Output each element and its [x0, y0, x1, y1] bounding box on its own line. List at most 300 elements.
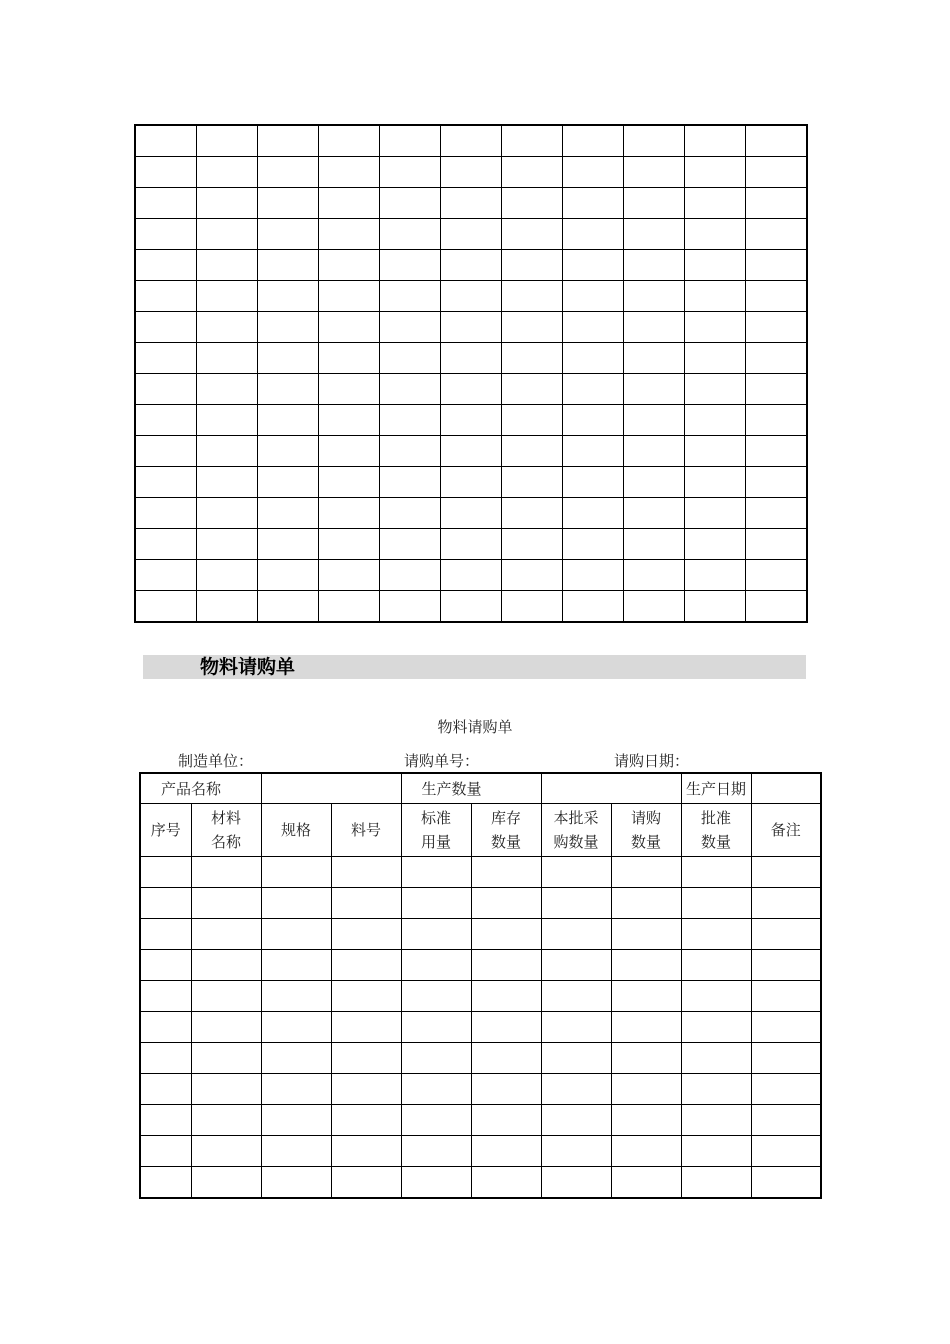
- grid-cell[interactable]: [685, 436, 746, 467]
- table-cell[interactable]: [401, 1167, 471, 1199]
- table-cell[interactable]: [541, 1105, 611, 1136]
- grid-cell[interactable]: [197, 312, 258, 343]
- grid-cell[interactable]: [624, 125, 685, 157]
- table-cell[interactable]: [541, 1136, 611, 1167]
- grid-cell[interactable]: [135, 467, 197, 498]
- grid-cell[interactable]: [380, 250, 441, 281]
- grid-cell[interactable]: [197, 591, 258, 623]
- table-cell[interactable]: [611, 919, 681, 950]
- grid-cell[interactable]: [258, 343, 319, 374]
- grid-cell[interactable]: [746, 529, 808, 560]
- grid-cell[interactable]: [746, 498, 808, 529]
- table-cell[interactable]: [401, 981, 471, 1012]
- grid-cell[interactable]: [746, 219, 808, 250]
- grid-cell[interactable]: [563, 219, 624, 250]
- grid-cell[interactable]: [563, 374, 624, 405]
- table-cell[interactable]: [611, 1167, 681, 1199]
- grid-cell[interactable]: [319, 157, 380, 188]
- grid-cell[interactable]: [319, 343, 380, 374]
- grid-cell[interactable]: [624, 498, 685, 529]
- table-cell[interactable]: [261, 888, 331, 919]
- grid-cell[interactable]: [135, 498, 197, 529]
- grid-cell[interactable]: [258, 591, 319, 623]
- grid-cell[interactable]: [624, 250, 685, 281]
- grid-cell[interactable]: [319, 560, 380, 591]
- grid-cell[interactable]: [197, 436, 258, 467]
- grid-cell[interactable]: [746, 591, 808, 623]
- grid-row: [135, 188, 807, 219]
- column-header-line: 用量: [421, 833, 452, 851]
- grid-cell[interactable]: [197, 405, 258, 436]
- grid-cell[interactable]: [502, 281, 563, 312]
- column-header-line: 名称: [211, 833, 242, 851]
- grid-cell[interactable]: [441, 312, 502, 343]
- table-cell[interactable]: [751, 1105, 821, 1136]
- grid-cell[interactable]: [441, 467, 502, 498]
- column-header-line: 购数量: [553, 833, 599, 851]
- grid-cell[interactable]: [685, 467, 746, 498]
- grid-cell[interactable]: [624, 374, 685, 405]
- table-cell[interactable]: [261, 1012, 331, 1043]
- column-header-line: 批准: [701, 809, 732, 827]
- table-cell[interactable]: [401, 1105, 471, 1136]
- column-header-line: 备注: [770, 821, 801, 839]
- grid-cell[interactable]: [441, 343, 502, 374]
- grid-cell[interactable]: [624, 281, 685, 312]
- grid-cell[interactable]: [380, 436, 441, 467]
- grid-cell[interactable]: [502, 374, 563, 405]
- table-cell[interactable]: [261, 857, 331, 888]
- table-cell[interactable]: [611, 1043, 681, 1074]
- grid-cell[interactable]: [380, 560, 441, 591]
- table-cell[interactable]: [191, 1012, 261, 1043]
- table-cell[interactable]: [191, 1136, 261, 1167]
- grid-cell[interactable]: [135, 250, 197, 281]
- grid-cell[interactable]: [624, 436, 685, 467]
- grid-cell[interactable]: [380, 125, 441, 157]
- grid-cell[interactable]: [746, 125, 808, 157]
- grid-cell[interactable]: [380, 498, 441, 529]
- grid-cell[interactable]: [563, 157, 624, 188]
- grid-cell[interactable]: [624, 312, 685, 343]
- grid-cell[interactable]: [319, 281, 380, 312]
- grid-cell[interactable]: [197, 343, 258, 374]
- grid-cell[interactable]: [197, 498, 258, 529]
- table-cell[interactable]: [140, 1074, 191, 1105]
- grid-cell[interactable]: [135, 591, 197, 623]
- table-cell[interactable]: [541, 1167, 611, 1199]
- grid-cell[interactable]: [746, 250, 808, 281]
- table-cell[interactable]: [401, 1043, 471, 1074]
- grid-cell[interactable]: [685, 405, 746, 436]
- table-cell[interactable]: [541, 919, 611, 950]
- table-cell[interactable]: [331, 1074, 401, 1105]
- grid-cell[interactable]: [441, 188, 502, 219]
- grid-cell[interactable]: [135, 343, 197, 374]
- table-cell[interactable]: [681, 1105, 751, 1136]
- grid-cell[interactable]: [441, 374, 502, 405]
- grid-cell[interactable]: [197, 188, 258, 219]
- table-cell[interactable]: [611, 950, 681, 981]
- table-cell[interactable]: [140, 1167, 191, 1199]
- grid-cell[interactable]: [380, 374, 441, 405]
- column-header: [541, 804, 611, 857]
- product-name-label: 产品名称: [140, 773, 261, 804]
- table-cell[interactable]: [681, 1012, 751, 1043]
- table-cell[interactable]: [401, 1074, 471, 1105]
- grid-cell[interactable]: [685, 281, 746, 312]
- grid-cell[interactable]: [197, 374, 258, 405]
- grid-cell[interactable]: [135, 281, 197, 312]
- table-cell[interactable]: [191, 888, 261, 919]
- table-cell[interactable]: [471, 981, 541, 1012]
- grid-cell[interactable]: [380, 157, 441, 188]
- table-cell[interactable]: [681, 857, 751, 888]
- table-cell[interactable]: [751, 857, 821, 888]
- grid-cell[interactable]: [135, 436, 197, 467]
- table-cell[interactable]: [611, 1012, 681, 1043]
- table-cell[interactable]: [401, 950, 471, 981]
- grid-cell[interactable]: [319, 467, 380, 498]
- grid-cell[interactable]: [685, 374, 746, 405]
- table-cell[interactable]: [751, 1167, 821, 1199]
- table-cell[interactable]: [681, 981, 751, 1012]
- table-cell[interactable]: [191, 981, 261, 1012]
- grid-cell[interactable]: [197, 467, 258, 498]
- table-cell[interactable]: [140, 1136, 191, 1167]
- table-cell[interactable]: [611, 857, 681, 888]
- table-cell[interactable]: [191, 1043, 261, 1074]
- grid-cell[interactable]: [563, 467, 624, 498]
- grid-cell[interactable]: [563, 498, 624, 529]
- grid-cell[interactable]: [502, 436, 563, 467]
- table-cell[interactable]: [261, 1167, 331, 1199]
- grid-cell[interactable]: [135, 312, 197, 343]
- grid-cell[interactable]: [197, 125, 258, 157]
- table-cell[interactable]: [191, 950, 261, 981]
- grid-cell[interactable]: [135, 157, 197, 188]
- table-cell[interactable]: [471, 857, 541, 888]
- grid-cell[interactable]: [319, 188, 380, 219]
- grid-cell[interactable]: [502, 591, 563, 623]
- table-cell[interactable]: [471, 1074, 541, 1105]
- table-cell[interactable]: [751, 888, 821, 919]
- grid-cell[interactable]: [380, 219, 441, 250]
- grid-cell[interactable]: [685, 188, 746, 219]
- grid-cell[interactable]: [258, 560, 319, 591]
- table-cell[interactable]: [471, 919, 541, 950]
- grid-cell[interactable]: [319, 219, 380, 250]
- table-cell[interactable]: [611, 1074, 681, 1105]
- grid-cell[interactable]: [685, 125, 746, 157]
- grid-cell[interactable]: [624, 467, 685, 498]
- table-cell[interactable]: [331, 857, 401, 888]
- grid-cell[interactable]: [502, 467, 563, 498]
- column-header-line: 库存: [491, 809, 522, 827]
- table-cell[interactable]: [541, 888, 611, 919]
- grid-cell[interactable]: [685, 560, 746, 591]
- table-cell[interactable]: [751, 1012, 821, 1043]
- grid-cell[interactable]: [197, 250, 258, 281]
- table-cell[interactable]: [140, 888, 191, 919]
- column-header-line: 请购: [631, 809, 662, 827]
- grid-cell[interactable]: [563, 312, 624, 343]
- grid-cell[interactable]: [319, 529, 380, 560]
- grid-cell[interactable]: [135, 219, 197, 250]
- table-cell[interactable]: [191, 1167, 261, 1199]
- table-cell[interactable]: [140, 950, 191, 981]
- table-cell[interactable]: [191, 857, 261, 888]
- table-cell[interactable]: [331, 919, 401, 950]
- table-cell[interactable]: [261, 1136, 331, 1167]
- table-cell[interactable]: [541, 1012, 611, 1043]
- grid-cell[interactable]: [502, 250, 563, 281]
- table-cell[interactable]: [471, 1167, 541, 1199]
- table-cell[interactable]: [140, 1012, 191, 1043]
- table-cell[interactable]: [331, 888, 401, 919]
- table-cell[interactable]: [401, 1012, 471, 1043]
- table-cell[interactable]: [751, 1043, 821, 1074]
- grid-cell[interactable]: [624, 560, 685, 591]
- table-cell[interactable]: [261, 981, 331, 1012]
- table-cell[interactable]: [191, 919, 261, 950]
- grid-cell[interactable]: [563, 529, 624, 560]
- production-qty-value[interactable]: [541, 773, 681, 804]
- table-cell[interactable]: [471, 1105, 541, 1136]
- grid-cell[interactable]: [135, 374, 197, 405]
- table-cell[interactable]: [331, 1136, 401, 1167]
- grid-cell[interactable]: [258, 157, 319, 188]
- table-cell[interactable]: [261, 1105, 331, 1136]
- grid-cell[interactable]: [746, 281, 808, 312]
- table-cell[interactable]: [611, 1105, 681, 1136]
- grid-cell[interactable]: [502, 529, 563, 560]
- grid-cell[interactable]: [624, 219, 685, 250]
- table-cell[interactable]: [471, 950, 541, 981]
- table-cell[interactable]: [140, 1105, 191, 1136]
- table-cell[interactable]: [471, 888, 541, 919]
- table-cell[interactable]: [541, 1043, 611, 1074]
- grid-cell[interactable]: [563, 125, 624, 157]
- grid-cell[interactable]: [746, 374, 808, 405]
- table-cell[interactable]: [401, 1136, 471, 1167]
- table-cell[interactable]: [401, 888, 471, 919]
- grid-cell[interactable]: [685, 219, 746, 250]
- table-cell[interactable]: [261, 919, 331, 950]
- grid-cell[interactable]: [441, 281, 502, 312]
- grid-cell[interactable]: [563, 405, 624, 436]
- grid-cell[interactable]: [502, 157, 563, 188]
- table-cell[interactable]: [751, 950, 821, 981]
- grid-cell[interactable]: [135, 560, 197, 591]
- grid-cell[interactable]: [441, 125, 502, 157]
- grid-cell[interactable]: [258, 250, 319, 281]
- grid-cell[interactable]: [380, 281, 441, 312]
- grid-cell[interactable]: [319, 374, 380, 405]
- grid-cell[interactable]: [624, 591, 685, 623]
- grid-cell[interactable]: [135, 529, 197, 560]
- grid-cell[interactable]: [746, 467, 808, 498]
- table-cell[interactable]: [331, 950, 401, 981]
- grid-cell[interactable]: [441, 591, 502, 623]
- grid-cell[interactable]: [746, 312, 808, 343]
- table-cell[interactable]: [541, 981, 611, 1012]
- table-cell[interactable]: [140, 857, 191, 888]
- grid-cell[interactable]: [502, 125, 563, 157]
- grid-cell[interactable]: [746, 436, 808, 467]
- table-cell[interactable]: [541, 950, 611, 981]
- table-cell[interactable]: [191, 1074, 261, 1105]
- grid-cell[interactable]: [502, 405, 563, 436]
- grid-cell[interactable]: [258, 405, 319, 436]
- grid-cell[interactable]: [563, 250, 624, 281]
- grid-cell[interactable]: [135, 405, 197, 436]
- table-cell[interactable]: [401, 919, 471, 950]
- grid-cell[interactable]: [319, 125, 380, 157]
- grid-cell[interactable]: [746, 560, 808, 591]
- grid-cell[interactable]: [380, 312, 441, 343]
- table-cell[interactable]: [751, 1136, 821, 1167]
- table-cell[interactable]: [681, 950, 751, 981]
- production-date-value[interactable]: [751, 773, 821, 804]
- grid-cell[interactable]: [624, 188, 685, 219]
- grid-cell[interactable]: [563, 591, 624, 623]
- grid-cell[interactable]: [258, 467, 319, 498]
- grid-cell[interactable]: [441, 219, 502, 250]
- table-cell[interactable]: [681, 1167, 751, 1199]
- grid-cell[interactable]: [502, 498, 563, 529]
- grid-cell[interactable]: [258, 374, 319, 405]
- grid-cell[interactable]: [258, 125, 319, 157]
- product-name-value[interactable]: [261, 773, 401, 804]
- table-cell[interactable]: [681, 1136, 751, 1167]
- table-cell[interactable]: [331, 1105, 401, 1136]
- table-cell[interactable]: [471, 1136, 541, 1167]
- table-cell[interactable]: [401, 857, 471, 888]
- grid-cell[interactable]: [319, 405, 380, 436]
- table-cell[interactable]: [541, 1074, 611, 1105]
- grid-cell[interactable]: [563, 436, 624, 467]
- grid-cell[interactable]: [197, 529, 258, 560]
- grid-cell[interactable]: [197, 219, 258, 250]
- grid-cell[interactable]: [624, 157, 685, 188]
- grid-cell[interactable]: [563, 281, 624, 312]
- table-cell[interactable]: [261, 1074, 331, 1105]
- table-cell[interactable]: [191, 1105, 261, 1136]
- grid-cell[interactable]: [746, 405, 808, 436]
- grid-cell[interactable]: [258, 188, 319, 219]
- table-cell[interactable]: [681, 888, 751, 919]
- table-cell[interactable]: [681, 1074, 751, 1105]
- grid-cell[interactable]: [258, 312, 319, 343]
- grid-cell[interactable]: [197, 560, 258, 591]
- grid-cell[interactable]: [685, 312, 746, 343]
- grid-cell[interactable]: [685, 343, 746, 374]
- table-cell[interactable]: [681, 1043, 751, 1074]
- table-cell[interactable]: [331, 1167, 401, 1199]
- grid-cell[interactable]: [441, 436, 502, 467]
- table-cell[interactable]: [331, 981, 401, 1012]
- grid-cell[interactable]: [197, 157, 258, 188]
- grid-cell[interactable]: [441, 560, 502, 591]
- grid-cell[interactable]: [563, 560, 624, 591]
- grid-cell[interactable]: [441, 405, 502, 436]
- grid-cell[interactable]: [685, 498, 746, 529]
- table-cell[interactable]: [140, 1043, 191, 1074]
- table-cell[interactable]: [471, 1012, 541, 1043]
- table-cell[interactable]: [681, 919, 751, 950]
- grid-cell[interactable]: [746, 343, 808, 374]
- table-cell[interactable]: [751, 919, 821, 950]
- table-cell[interactable]: [331, 1012, 401, 1043]
- grid-cell[interactable]: [746, 188, 808, 219]
- grid-cell[interactable]: [135, 125, 197, 157]
- grid-cell[interactable]: [380, 529, 441, 560]
- table-cell[interactable]: [140, 981, 191, 1012]
- table-cell[interactable]: [541, 857, 611, 888]
- grid-cell[interactable]: [502, 188, 563, 219]
- grid-cell[interactable]: [380, 188, 441, 219]
- table-cell[interactable]: [611, 981, 681, 1012]
- grid-cell[interactable]: [258, 281, 319, 312]
- grid-cell[interactable]: [380, 591, 441, 623]
- table-cell[interactable]: [751, 1074, 821, 1105]
- grid-cell[interactable]: [502, 343, 563, 374]
- grid-cell[interactable]: [685, 157, 746, 188]
- grid-cell[interactable]: [441, 250, 502, 281]
- table-cell[interactable]: [611, 888, 681, 919]
- grid-cell[interactable]: [319, 591, 380, 623]
- grid-cell[interactable]: [258, 436, 319, 467]
- grid-cell[interactable]: [258, 219, 319, 250]
- grid-cell[interactable]: [502, 312, 563, 343]
- grid-cell[interactable]: [624, 405, 685, 436]
- grid-cell[interactable]: [380, 405, 441, 436]
- grid-cell[interactable]: [441, 529, 502, 560]
- grid-cell[interactable]: [624, 343, 685, 374]
- grid-cell[interactable]: [746, 157, 808, 188]
- table-cell[interactable]: [611, 1136, 681, 1167]
- grid-cell[interactable]: [563, 343, 624, 374]
- grid-cell[interactable]: [685, 250, 746, 281]
- table-cell[interactable]: [751, 981, 821, 1012]
- grid-cell[interactable]: [502, 560, 563, 591]
- table-cell[interactable]: [331, 1043, 401, 1074]
- grid-cell[interactable]: [197, 281, 258, 312]
- grid-cell[interactable]: [380, 343, 441, 374]
- grid-cell[interactable]: [624, 529, 685, 560]
- grid-cell[interactable]: [319, 498, 380, 529]
- grid-row: [135, 529, 807, 560]
- grid-cell[interactable]: [135, 188, 197, 219]
- table-cell[interactable]: [471, 1043, 541, 1074]
- grid-cell[interactable]: [380, 467, 441, 498]
- table-cell[interactable]: [261, 1043, 331, 1074]
- grid-cell[interactable]: [441, 157, 502, 188]
- table-cell[interactable]: [261, 950, 331, 981]
- grid-cell[interactable]: [502, 219, 563, 250]
- grid-cell[interactable]: [563, 188, 624, 219]
- grid-cell[interactable]: [685, 591, 746, 623]
- grid-cell[interactable]: [319, 436, 380, 467]
- grid-cell[interactable]: [685, 529, 746, 560]
- grid-cell[interactable]: [258, 498, 319, 529]
- table-cell[interactable]: [140, 919, 191, 950]
- grid-cell[interactable]: [319, 312, 380, 343]
- grid-cell[interactable]: [441, 498, 502, 529]
- grid-cell[interactable]: [258, 529, 319, 560]
- grid-cell[interactable]: [319, 250, 380, 281]
